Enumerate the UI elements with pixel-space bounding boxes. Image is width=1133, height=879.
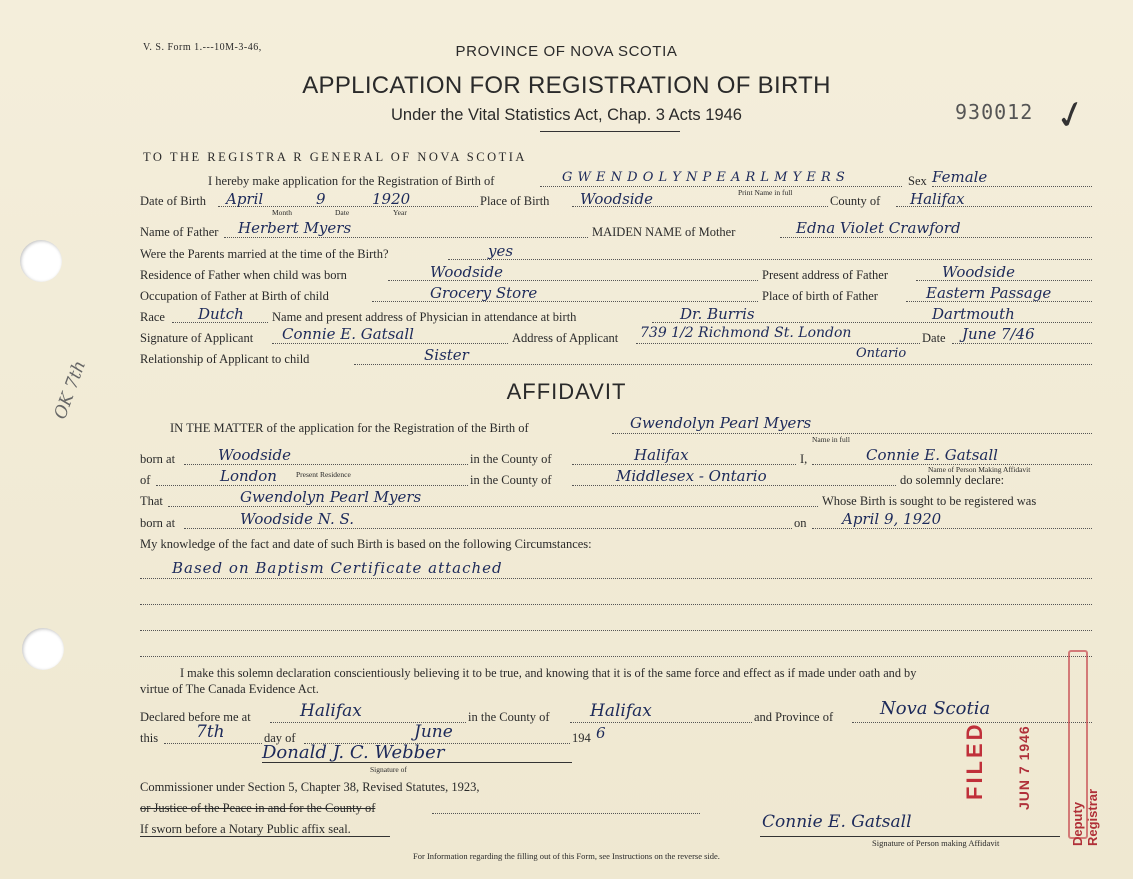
married-label: Were the Parents married at the time of the Birth?: [140, 247, 389, 261]
declaration-text-2: virtue of The Canada Evidence Act.: [140, 682, 319, 696]
stamp-frame: [1068, 650, 1088, 839]
county-label: County of: [830, 194, 881, 208]
subtitle-underline: [540, 131, 680, 132]
mother-value: Edna Violet Crawford: [796, 219, 961, 237]
justice-text: or Justice of the Peace in and for the County of: [140, 801, 376, 815]
declared-label: Declared before me at: [140, 710, 251, 724]
commissioner-signature-line: [262, 762, 572, 763]
year-hint: Year: [393, 208, 407, 217]
print-name-hint: Print Name in full: [738, 188, 793, 197]
affidavit-county2-label: in the County of: [470, 473, 552, 487]
declared-at-value: Halifax: [300, 701, 362, 721]
applicant-address-province: Ontario: [856, 346, 907, 361]
signature-of-hint: Signature of: [370, 765, 407, 774]
declared-province-value: Nova Scotia: [880, 698, 991, 719]
margin-pencil-note: OK 7th: [50, 358, 91, 422]
day-value: 7th: [196, 722, 225, 742]
of-line: [156, 473, 468, 486]
on-value: April 9, 1920: [842, 510, 942, 528]
addressee: TO THE REGISTRA R GENERAL OF NOVA SCOTIA: [143, 150, 527, 164]
dob-year-value: 1920: [372, 190, 411, 208]
residence-label: Residence of Father when child was born: [140, 268, 347, 282]
declared-county-value: Halifax: [590, 701, 652, 721]
married-line: [448, 247, 1092, 260]
race-label: Race: [140, 310, 165, 324]
deputy-registrar-stamp: Deputy Registrar: [1070, 788, 1100, 846]
that-label: That: [140, 494, 163, 508]
dob-month-value: April: [226, 190, 264, 208]
registration-number: 930012: [955, 100, 1034, 124]
affiant-signature: Connie E. Gatsall: [762, 812, 912, 832]
physician-value: Dr. Burris: [680, 305, 755, 323]
year-suffix: 6: [596, 724, 606, 742]
county-value: Halifax: [910, 190, 965, 208]
month-hint: Month: [272, 208, 293, 217]
this-label: this: [140, 731, 159, 745]
filed-stamp: FILED: [962, 721, 987, 800]
place-value: Woodside: [580, 190, 654, 208]
form-title: APPLICATION FOR REGISTRATION OF BIRTH: [302, 72, 831, 99]
punch-hole-bottom: [22, 628, 64, 670]
sex-value: Female: [932, 168, 988, 186]
affidavit-county2-value: Middlesex - Ontario: [616, 467, 767, 485]
circumstance-value: Based on Baptism Certificate attached: [172, 559, 503, 577]
commissioner-signature: Donald J. C. Webber: [262, 742, 445, 763]
notary-text: If sworn before a Notary Public affix seal.: [140, 822, 351, 836]
physician-label: Name and present address of Physician in attendance at birth: [272, 310, 577, 324]
occupation-label: Occupation of Father at Birth of child: [140, 289, 329, 303]
relationship-label: Relationship of Applicant to child: [140, 352, 310, 366]
declaration-text: I make this solemn declaration conscientiously believing it to be true, and knowing that it is of the same force and effect as if made under oath and by: [180, 666, 917, 680]
date-hint: Date: [335, 208, 350, 217]
filed-stamp-date: JUN 7 1946: [1016, 725, 1032, 810]
affidavit-county-value: Halifax: [634, 446, 689, 464]
of-value: London: [220, 467, 277, 485]
married-value: yes: [488, 242, 514, 260]
affiant-signature-hint: Signature of Person making Affidavit: [872, 838, 1000, 848]
father-birthplace-label: Place of birth of Father: [762, 289, 878, 303]
month-value: June: [414, 722, 453, 742]
circumstance-line-2: [140, 592, 1092, 605]
relationship-value: Sister: [424, 346, 469, 364]
deponent-hint: Name of Person Making Affidavit: [928, 465, 1031, 474]
checkmark-icon: ✓: [1049, 89, 1092, 141]
race-value: Dutch: [198, 305, 244, 323]
affidavit-heading: AFFIDAVIT: [506, 379, 627, 404]
place-label: Place of Birth: [480, 194, 550, 208]
day-of-label: day of: [264, 731, 296, 745]
applicant-signature: Connie E. Gatsall: [282, 325, 414, 343]
declare-label: do solemnly declare:: [900, 473, 1005, 487]
born-at-value: Woodside: [218, 446, 292, 464]
applicant-address-label: Address of Applicant: [512, 331, 619, 345]
physician-address-value: Dartmouth: [932, 305, 1015, 323]
born-at-label: born at: [140, 452, 176, 466]
applicant-address-value: 739 1/2 Richmond St. London: [640, 325, 852, 341]
child-name-value: G W E N D O L Y N P E A R L M Y E R S: [562, 170, 846, 185]
father-label: Name of Father: [140, 225, 219, 239]
present-residence-hint: Present Residence: [296, 470, 351, 479]
commissioner-text: Commissioner under Section 5, Chapter 38, Revised Statutes, 1923,: [140, 780, 480, 794]
justice-county-line: [432, 801, 700, 814]
intro-label: I hereby make application for the Registration of Birth of: [208, 174, 495, 188]
year-prefix: 194: [572, 731, 591, 745]
matter-name-value: Gwendolyn Pearl Myers: [630, 414, 812, 432]
footer-note: For Information regarding the filling out of this Form, see Instructions on the reverse side.: [413, 851, 720, 861]
circumstance-line-3: [140, 618, 1092, 631]
matter-label: IN THE MATTER of the application for the Registration of the Birth of: [170, 421, 529, 435]
declared-county-label: in the County of: [468, 710, 550, 724]
father-value: Herbert Myers: [238, 219, 352, 237]
form-subtitle: Under the Vital Statistics Act, Chap. 3 Acts 1946: [391, 106, 742, 124]
punch-hole-top: [20, 240, 62, 282]
dob-day-value: 9: [316, 190, 326, 208]
dob-label: Date of Birth: [140, 194, 206, 208]
sex-label: Sex: [908, 174, 927, 188]
on-label: on: [794, 516, 807, 530]
present-address-value: Woodside: [942, 263, 1016, 281]
born-at2-value: Woodside N. S.: [240, 510, 355, 528]
name-in-full-hint: Name in full: [812, 435, 850, 444]
affidavit-county-label: in the County of: [470, 452, 552, 466]
i-label: I,: [800, 452, 808, 466]
occupation-value: Grocery Store: [430, 284, 538, 302]
deponent-value: Connie E. Gatsall: [866, 446, 998, 464]
affiant-signature-line: [760, 836, 1060, 837]
knowledge-label: My knowledge of the fact and date of such Birth is based on the following Circumstances:: [140, 537, 592, 551]
date-value: June 7/46: [962, 325, 1035, 343]
notary-strikethrough: [140, 836, 390, 837]
present-address-label: Present address of Father: [762, 268, 889, 282]
of-label: of: [140, 473, 151, 487]
whose-birth-label: Whose Birth is sought to be registered was: [822, 494, 1037, 508]
circumstance-line-4: [140, 644, 1092, 657]
residence-value: Woodside: [430, 263, 504, 281]
declared-province-label: and Province of: [754, 710, 834, 724]
mother-label: MAIDEN NAME of Mother: [592, 225, 736, 239]
that-value: Gwendolyn Pearl Myers: [240, 488, 422, 506]
signature-label: Signature of Applicant: [140, 331, 254, 345]
province-heading: PROVINCE OF NOVA SCOTIA: [455, 43, 678, 60]
form-number: V. S. Form 1.---10M-3-46,: [143, 42, 262, 53]
father-birthplace-value: Eastern Passage: [926, 284, 1052, 302]
born-at2-label: born at: [140, 516, 176, 530]
date-label: Date: [922, 331, 946, 345]
